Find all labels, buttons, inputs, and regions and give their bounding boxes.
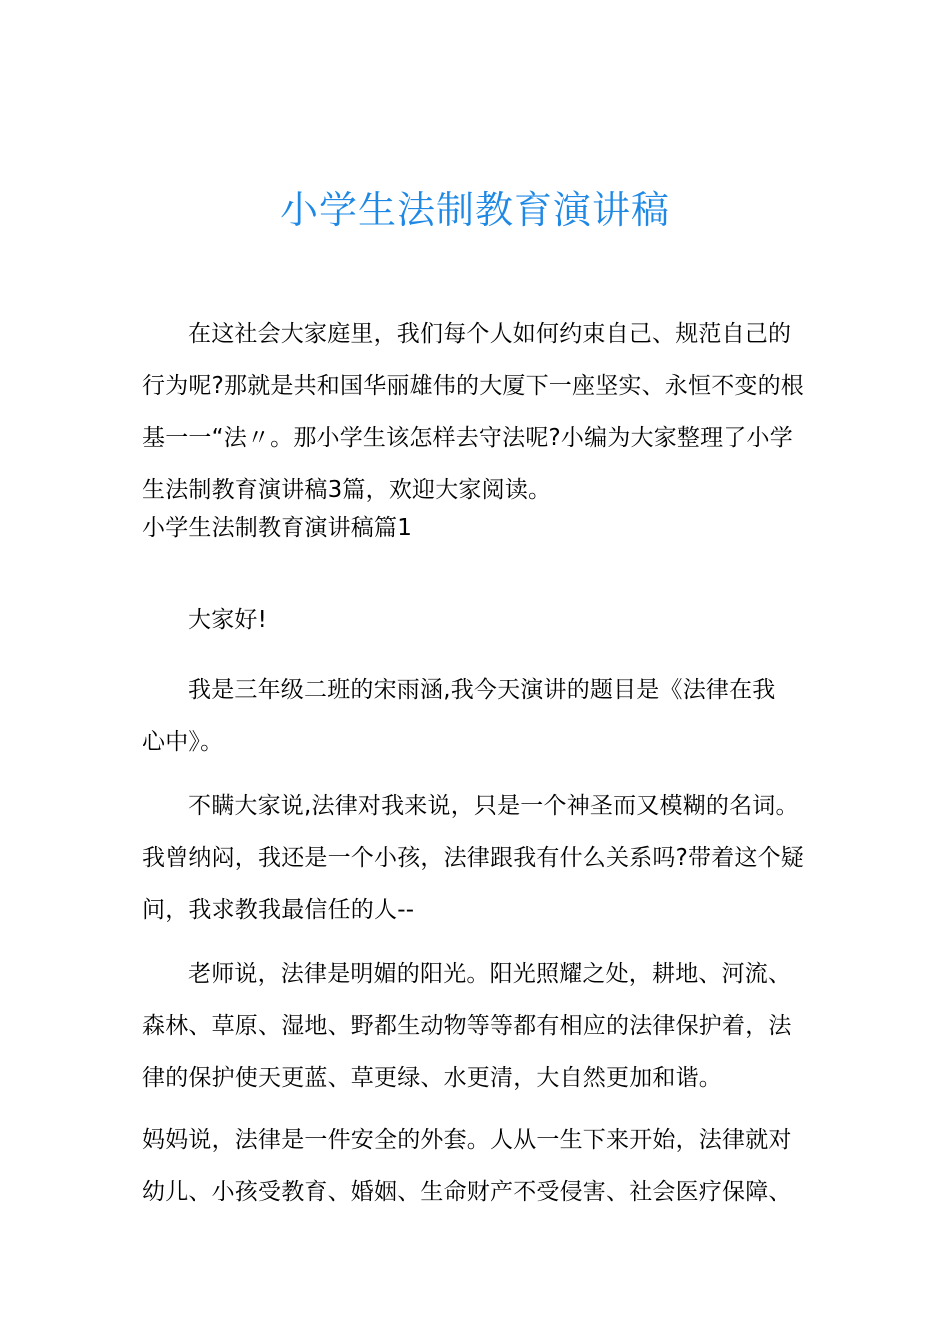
paragraph-3-line-1: 老师说，法律是明媚的阳光。阳光照耀之处，耕地、河流、 xyxy=(188,961,792,987)
greeting-paragraph xyxy=(142,594,810,646)
paragraph-2-line-2: 我曾纳闷，我还是一个小孩，法律跟我有什么关系吗?带着这个疑 xyxy=(142,845,805,871)
paragraph-1 xyxy=(142,664,810,768)
section-heading xyxy=(142,502,810,554)
paragraph-2-line-3: 问，我求教我最信任的人-- xyxy=(142,897,415,923)
document-title: 小学生法制教育演讲稿 xyxy=(279,188,670,232)
paragraph-4-line-2: 幼儿、小孩受教育、婚姻、生命财产不受侵害、社会医疗保障、 xyxy=(142,1179,792,1205)
paragraph-4 xyxy=(142,1114,810,1218)
paragraph-3 xyxy=(142,948,810,1104)
intro-paragraph xyxy=(142,308,810,516)
intro-line-4: 生法制教育演讲稿3篇，欢迎大家阅读。 xyxy=(142,477,552,503)
paragraph-1-line-1: 我是三年级二班的宋雨涵,我今天演讲的题目是《法律在我 xyxy=(188,677,776,703)
intro-line-3: 基一一“法〃。那小学生该怎样去守法呢?小编为大家整理了小学 xyxy=(142,425,793,451)
paragraph-4-line-1: 妈妈说，法律是一件安全的外套。人从一生下来开始，法律就对 xyxy=(142,1127,792,1153)
intro-line-1: 在这社会大家庭里，我们每个人如何约束自己、规范自己的 xyxy=(188,321,792,347)
paragraph-2 xyxy=(142,780,810,936)
paragraph-3-line-2: 森林、草原、湿地、野都生动物等等都有相应的法律保护着，法 xyxy=(142,1013,792,1039)
greeting-text: 大家好! xyxy=(188,607,268,633)
section-heading-text: 小学生法制教育演讲稿篇1 xyxy=(142,515,413,541)
paragraph-1-line-2: 心中》。 xyxy=(142,729,224,755)
intro-line-2: 行为呢?那就是共和国华丽雄伟的大厦下一座坚实、永恒不变的根 xyxy=(142,373,805,399)
paragraph-3-line-3: 律的保护使天更蓝、草更绿、水更清，大自然更加和谐。 xyxy=(142,1065,722,1091)
paragraph-2-line-1: 不瞒大家说,法律对我来说，只是一个神圣而又模糊的名词。 xyxy=(188,793,799,819)
